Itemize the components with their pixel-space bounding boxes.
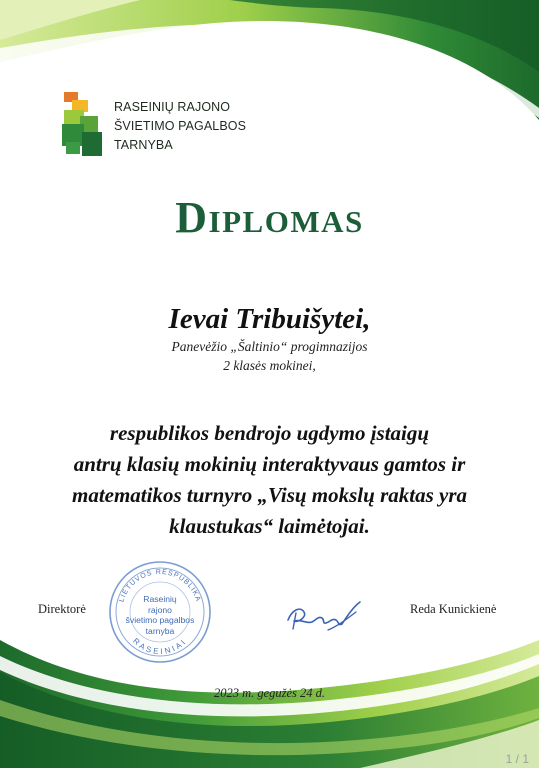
stamp-line-2: rajono — [148, 604, 172, 615]
svg-text:RASEINIAI — [131, 636, 189, 656]
recipient-school: Panevėžio „Šaltinio“ progimnazijos — [171, 339, 368, 354]
award-line-1: respublikos bendrojo ugdymo įstaigų — [109, 421, 430, 445]
signature-row — [0, 598, 539, 628]
logo-line-1: RASEINIŲ RAJONO — [114, 100, 231, 114]
award-line-3: matematikos turnyro „Visų mokslų raktas yra — [71, 483, 467, 507]
logo-line-3: TARNYBA — [114, 138, 173, 152]
director-title: Direktorė — [38, 602, 86, 616]
logo-mark-icon — [58, 88, 110, 164]
stamp-line-4: tarnyba — [145, 625, 175, 636]
award-line-4: klaustukas“ laimėtojai. — [169, 514, 370, 538]
handwritten-signature — [282, 596, 366, 636]
stamp-top-text: LIETUVOS RESPUBLIKA — [118, 568, 202, 603]
stamp-line-3: švietimo pagalbos — [125, 615, 195, 625]
award-line-2: antrų klasių mokinių interaktyvaus gamtos ir — [73, 452, 466, 476]
organization-logo — [58, 88, 258, 164]
document-title: Diplomas — [175, 193, 364, 242]
stamp-bottom-text: RASEINIAI — [131, 636, 189, 657]
stamp-line-1: Raseinių — [143, 594, 177, 604]
signer-name: Reda Kunickienė — [410, 602, 497, 616]
award-text — [0, 418, 539, 542]
issue-date: 2023 m. gegužės 24 d. — [213, 686, 326, 700]
logo-line-2: ŠVIETIMO PAGALBOS — [114, 119, 247, 133]
logo-text — [114, 98, 246, 155]
page-indicator: 1 / 1 — [505, 752, 529, 766]
recipient-name: Ievai Tribuišytei, — [168, 303, 371, 335]
recipient-grade: 2 klasės mokinei, — [223, 358, 316, 373]
